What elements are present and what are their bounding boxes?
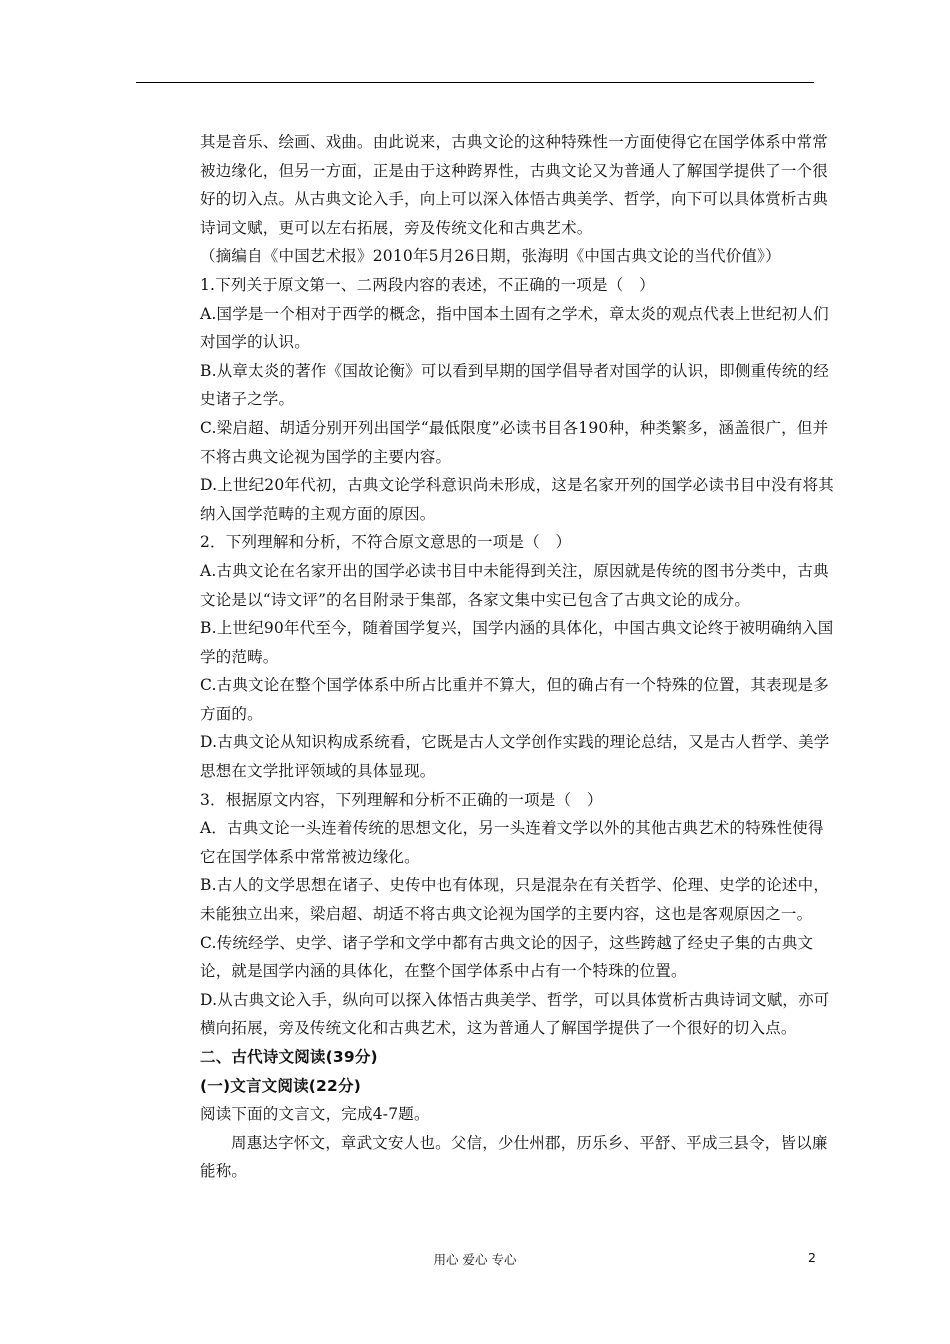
paragraph: B.上世纪90年代至今，随着国学复兴，国学内涵的具体化，中国古典文论终于被明确纳入国学的范畴。 bbox=[200, 619, 834, 666]
paragraph: C.梁启超、胡适分别开列出国学“最低限度”必读书目各190种，种类繁多，涵盖很广，但并不将古典文论视为国学的主要内容。 bbox=[200, 418, 829, 466]
paragraph: B.古人的文学思想在诸子、史传中也有体现，只是混杂在有关哲学、伦理、史学的论述中，未能独立出来，梁启超、胡适不将古典文论视为国学的主要内容，这也是客观原因之一。 bbox=[200, 876, 830, 924]
paragraph: D.上世纪20年代初，古典文论学科意识尚未形成，这是名家开列的国学必读书目中没有将其纳入国学范畴的主观方面的原因。 bbox=[200, 476, 834, 523]
paragraph: 3．根据原文内容，下列理解和分析不正确的一项是（ ） bbox=[200, 790, 603, 809]
paragraph: D.从古典文论入手，纵向可以探入体悟古典美学、哲学，可以具体赏析古典诗词文赋，亦可横向拓展，旁及传统文化和古典艺术，这为普通人了解国学提供了一个很好的切入点。 bbox=[200, 990, 830, 1038]
paragraph: （摘编自《中国艺术报》2010年5月26日期，张海明《中国古典文论的当代价值》） bbox=[200, 247, 781, 266]
paragraph: A．古典文论一头连着传统的思想文化，另一头连着文学以外的其他古典艺术的特殊性使得它在国学体系中常常被边缘化。 bbox=[200, 819, 824, 866]
section-heading: (一)文言文阅读(22分) bbox=[200, 1076, 362, 1095]
page-number: 2 bbox=[808, 1250, 816, 1265]
paragraph: 其是音乐、绘画、戏曲。由此说来，古典文论的这种特殊性一方面使得它在国学体系中常常被边缘化，但另一方面，正是由于这种跨界性，古典文论又为普通人了解国学提供了一个很好的切入点。从古典文论入手，向上可以深入体悟古典美学、哲学，向下可以具体赏析古典诗词文赋，更可以左右拓展，旁及传统文化和古典艺术。 bbox=[200, 133, 829, 237]
paragraph: A.国学是一个相对于西学的概念，指中国本土固有之学术，章太炎的观点代表上世纪初人们对国学的认识。 bbox=[200, 304, 829, 352]
paragraph: 2．下列理解和分析，不符合原文意思的一项是（ ） bbox=[200, 533, 572, 552]
paragraph: 阅读下面的文言文，完成4-7题。 bbox=[200, 1105, 430, 1124]
document-body bbox=[200, 128, 836, 1186]
section-heading: 二、古代诗文阅读(39分) bbox=[200, 1048, 378, 1066]
paragraph: B.从章太炎的著作《国故论衡》可以看到早期的国学倡导者对国学的认识，即侧重传统的经史诸子之学。 bbox=[200, 361, 830, 409]
paragraph: 1.下列关于原文第一、二两段内容的表述，不正确的一项是（ ） bbox=[200, 275, 655, 294]
paragraph: C.传统经学、史学、诸子学和文学中都有古典文论的因子，这些跨越了经史子集的古典文论，就是国学内涵的具体化，在整个国学体系中占有一个特珠的位置。 bbox=[200, 933, 814, 981]
paragraph: D.古典文论从知识构成系统看，它既是古人文学创作实践的理论总结，又是古人哲学、美学思想在文学批评领域的具体显现。 bbox=[200, 733, 830, 781]
paragraph: A.古典文论在名家开出的国学必读书目中未能得到关注，原因就是传统的图书分类中，古典文论是以“诗文评”的名目附录于集部，各家文集中实已包含了古典文论的成分。 bbox=[200, 561, 829, 609]
footer-slogan: 用心 爱心 专心 bbox=[433, 1252, 517, 1267]
paragraph: C.古典文论在整个国学体系中所占比重并不算大，但的确占有一个特殊的位置，其表现是多方面的。 bbox=[200, 676, 829, 723]
paragraph: 周惠达字怀文，章武文安人也。父信，少仕州郡，历乐乡、平舒、平成三县令，皆以廉能称。 bbox=[200, 1133, 828, 1181]
header-rule bbox=[136, 82, 814, 83]
